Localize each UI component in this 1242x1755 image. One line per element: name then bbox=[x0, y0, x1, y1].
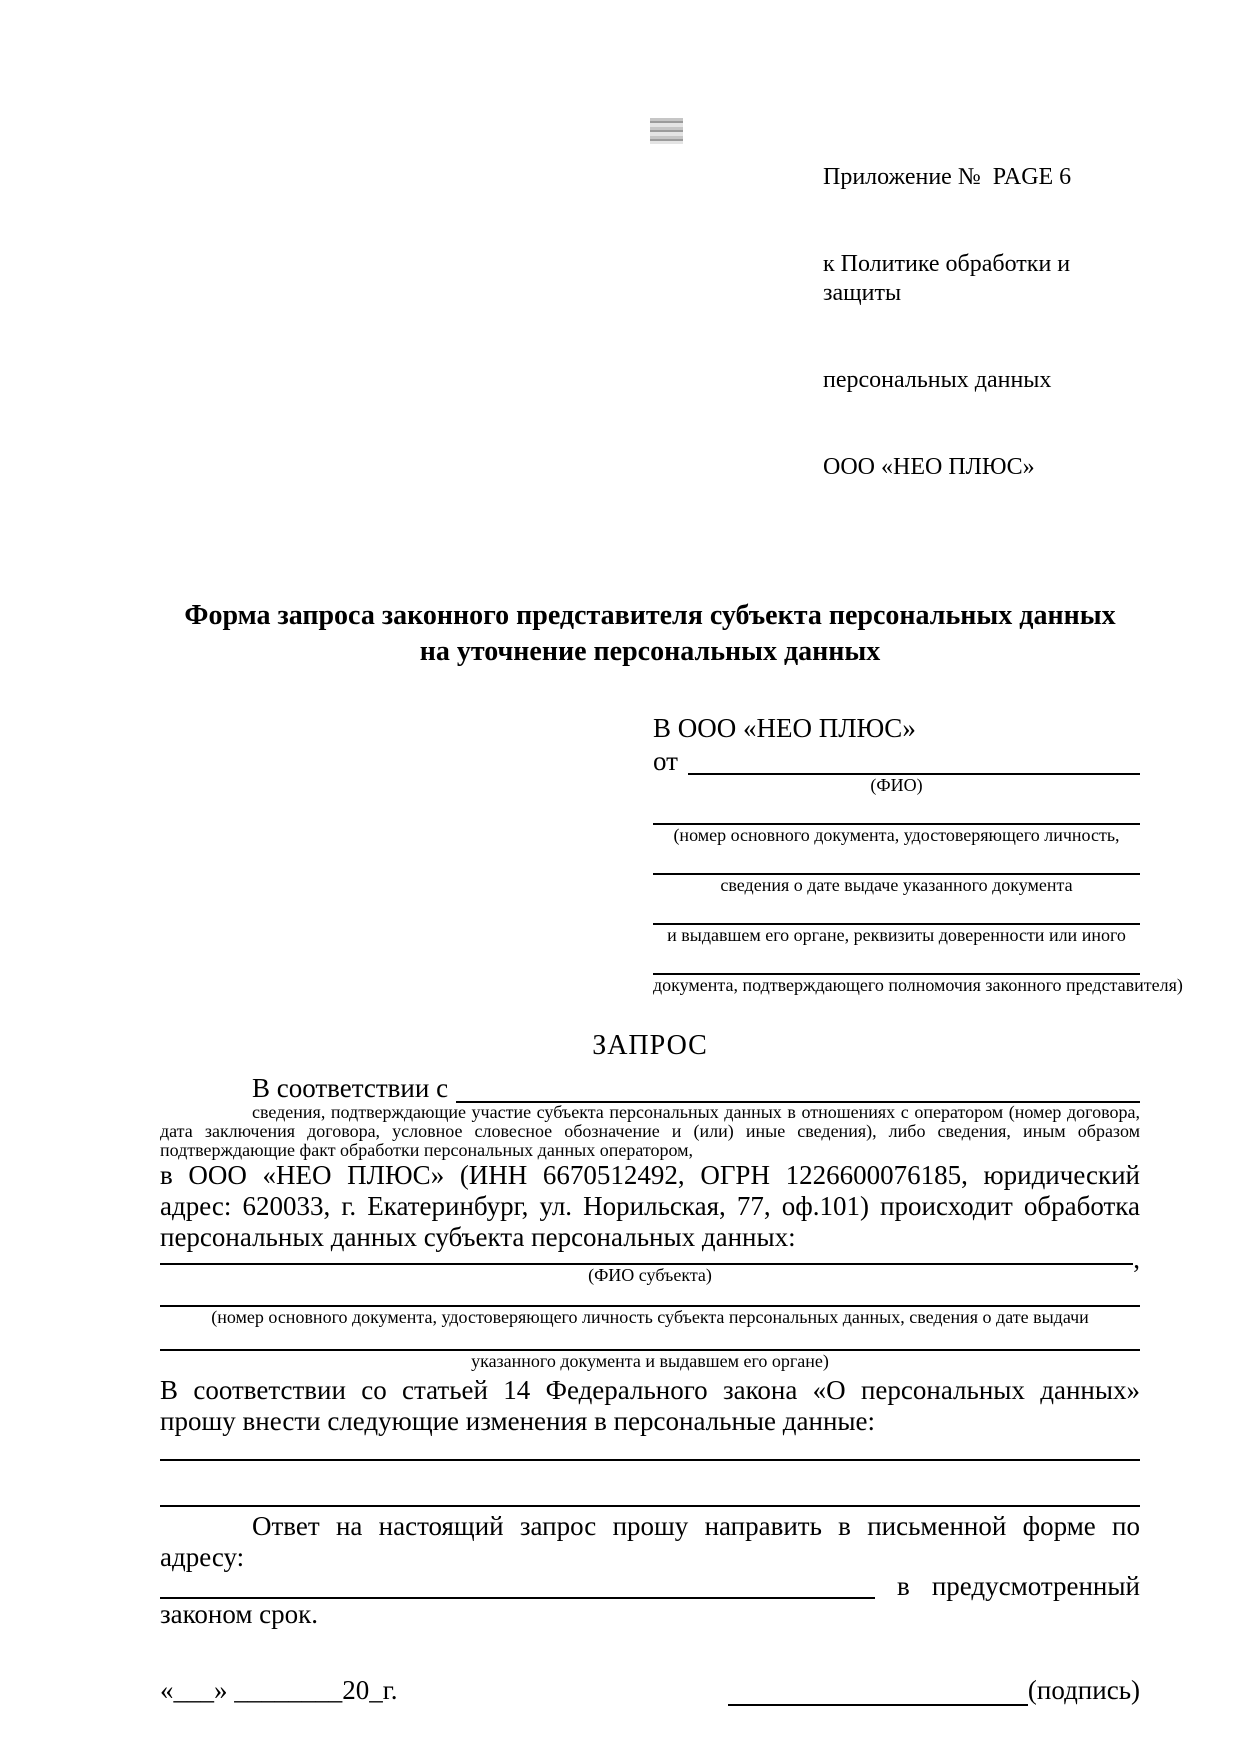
response-paragraph: Ответ на настоящий запрос прошу направить в письменной форме по адресу: bbox=[160, 1511, 1140, 1572]
from-label: от bbox=[653, 746, 678, 776]
document-title-line2: на уточнение персональных данных bbox=[419, 636, 881, 667]
representative-fio-field[interactable] bbox=[688, 749, 1140, 775]
document-caption-2: сведения о дате выдаче указанного документа bbox=[720, 875, 1073, 895]
subject-fio-field[interactable] bbox=[160, 1255, 1133, 1265]
representative-document-field[interactable] bbox=[653, 795, 1140, 825]
appendix-header-text bbox=[823, 105, 1140, 540]
image-placeholder-icon bbox=[650, 118, 683, 144]
basis-footnote: сведения, подтверждающие участие субъекта персональных данных в отношениях с оператором (номер договора, дата заключения договора, условное словесное обозначение и (или) иные сведения), либо сведения, иным образом подтверждающие факт обработки персональных данных оператором, bbox=[160, 1102, 1140, 1160]
address-row bbox=[160, 1573, 1140, 1599]
in-word: в bbox=[897, 1571, 910, 1601]
fio-caption: (ФИО) bbox=[870, 775, 923, 795]
accordance-row bbox=[160, 1071, 1140, 1103]
authority-document-field[interactable] bbox=[653, 945, 1140, 975]
date-fill-line[interactable]: «___» ________20_г. bbox=[160, 1675, 398, 1705]
signature-field[interactable] bbox=[728, 1680, 1028, 1706]
basis-field[interactable] bbox=[456, 1075, 1140, 1103]
subject-document-caption-2: указанного документа и выдавшем его органе) bbox=[471, 1351, 829, 1371]
document-caption-4: документа, подтверждающего полномочия законного представителя) bbox=[653, 975, 1183, 995]
changes-field-1[interactable] bbox=[160, 1437, 1140, 1461]
document-title bbox=[160, 598, 1140, 670]
request-heading: ЗАПРОС bbox=[592, 1030, 708, 1061]
recipient-organization: В ООО «НЕО ПЛЮС» bbox=[653, 713, 916, 743]
trailing-comma: , bbox=[1133, 1244, 1140, 1274]
deadline-tail: законом срок. bbox=[160, 1599, 319, 1629]
operator-paragraph: в ООО «НЕО ПЛЮС» (ИНН 6670512492, ОГРН 1226600076185, юридический адрес: 620033, г. Екатеринбург, ул. Норильская, 77, оф.101) происходит обработка персональных данных субъекта персональных данных: bbox=[160, 1160, 1140, 1252]
document-caption-3: и выдавшем его органе, реквизиты доверенности или иного bbox=[667, 925, 1126, 945]
article-paragraph: В соответствии со статьей 14 Федерального закона «О персональных данных» прошу внести следующие изменения в персональные данные: bbox=[160, 1375, 1140, 1436]
subject-document-caption-1: (номер основного документа, удостоверяющего личность субъекта персональных данных, сведения о дате выдачи bbox=[211, 1307, 1089, 1327]
document-title-line1: Форма запроса законного представителя субъекта персональных данных bbox=[184, 600, 1116, 631]
appendix-header bbox=[160, 105, 1140, 540]
personal-data-line: персональных данных bbox=[823, 367, 1052, 393]
signature-block bbox=[728, 1674, 1140, 1706]
subject-fio-caption: (ФИО субъекта) bbox=[588, 1265, 712, 1285]
subject-fio-row bbox=[160, 1244, 1140, 1274]
appendix-number-line: Приложение № PAGE 6 bbox=[823, 164, 1072, 190]
issue-date-field[interactable] bbox=[653, 845, 1140, 875]
address-field[interactable] bbox=[160, 1581, 875, 1599]
accordance-label: В соответствии с bbox=[252, 1073, 449, 1103]
document-caption-1: (номер основного документа, удостоверяющего личность, bbox=[673, 825, 1120, 845]
company-name-line: ООО «НЕО ПЛЮС» bbox=[823, 454, 1035, 480]
issuing-authority-field[interactable] bbox=[653, 895, 1140, 925]
subject-document-field-2[interactable] bbox=[160, 1327, 1140, 1351]
recipient-block bbox=[653, 712, 1183, 995]
changes-field-2[interactable] bbox=[160, 1461, 1140, 1507]
from-row bbox=[653, 745, 1140, 775]
signature-caption: (подпись) bbox=[1027, 1675, 1140, 1705]
deadline-word: предусмотренный bbox=[931, 1571, 1140, 1601]
signature-footer bbox=[160, 1674, 1140, 1706]
policy-line: к Политике обработки и защиты bbox=[823, 251, 1077, 306]
subject-document-field-1[interactable] bbox=[160, 1285, 1140, 1307]
